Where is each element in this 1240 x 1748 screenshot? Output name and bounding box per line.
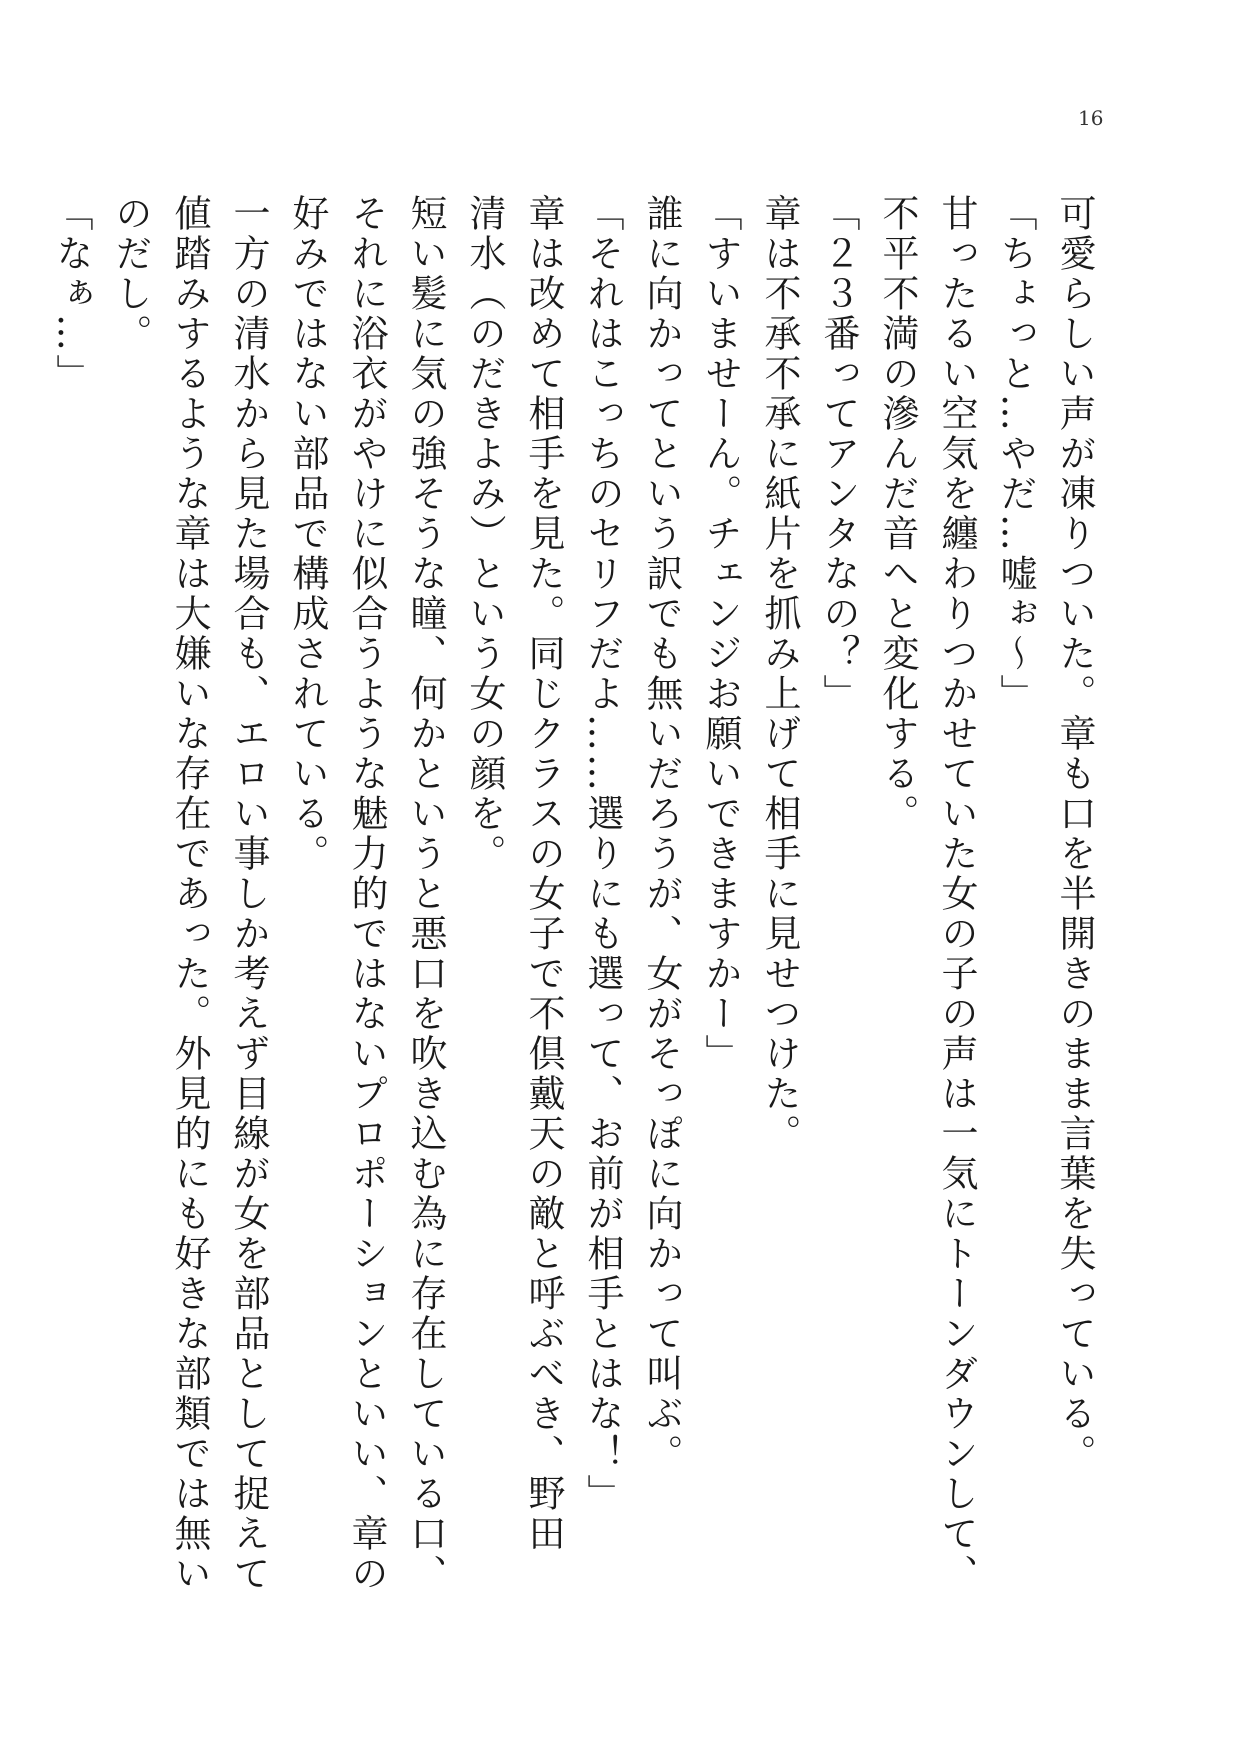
paragraph: 「すいませーん。チェンジお願いできますかー」 (699, 194, 742, 1074)
paragraph: 「２３番ってアンタなの？」 (817, 194, 860, 714)
paragraph: 誰に向かってという訳でも無いだろうが、女がそっぽに向かって叫ぶ。 (640, 194, 683, 1474)
paragraph: 一方の清水から見た場合も、エロい事しか考えず目線が女を部品として捉えて値踏みするような章は大嫌いな存在であった。外見的にも好きな部類では無いのだし。 (109, 194, 270, 1594)
paragraph: 「ちょっと…やだ…嘘ぉ〜」 (994, 194, 1037, 714)
page-number: 16 (1078, 106, 1104, 130)
body-text (42, 194, 1104, 1614)
paragraph: 章は改めて相手を見た。同じクラスの女子で不倶戴天の敵と呼ぶべき、野田 清水（のだきよみ）という女の顔を。 (463, 194, 565, 1594)
paragraph: 章は不承不承に紙片を抓み上げて相手に見せつけた。 (758, 194, 801, 1154)
paragraph: 「なぁ…」 (50, 194, 93, 394)
paragraph: 「それはこっちのセリフだよ……選りにも選って、お前が相手とはな！」 (581, 194, 624, 1514)
paragraph: 甘ったるい空気を纏わりつかせていた女の子の声は一気にトーンダウンして、不平不満の滲んだ音へと変化する。 (876, 194, 978, 1594)
paragraph: 短い髪に気の強そうな瞳、何かというと悪口を吹き込む為に存在している口、それに浴衣がやけに似合うような魅力的ではないプロポーションといい、章の好みではない部品で構成されている。 (286, 194, 447, 1594)
paragraph: 可愛らしい声が凍りついた。章も口を半開きのまま言葉を失っている。 (1053, 194, 1096, 1474)
